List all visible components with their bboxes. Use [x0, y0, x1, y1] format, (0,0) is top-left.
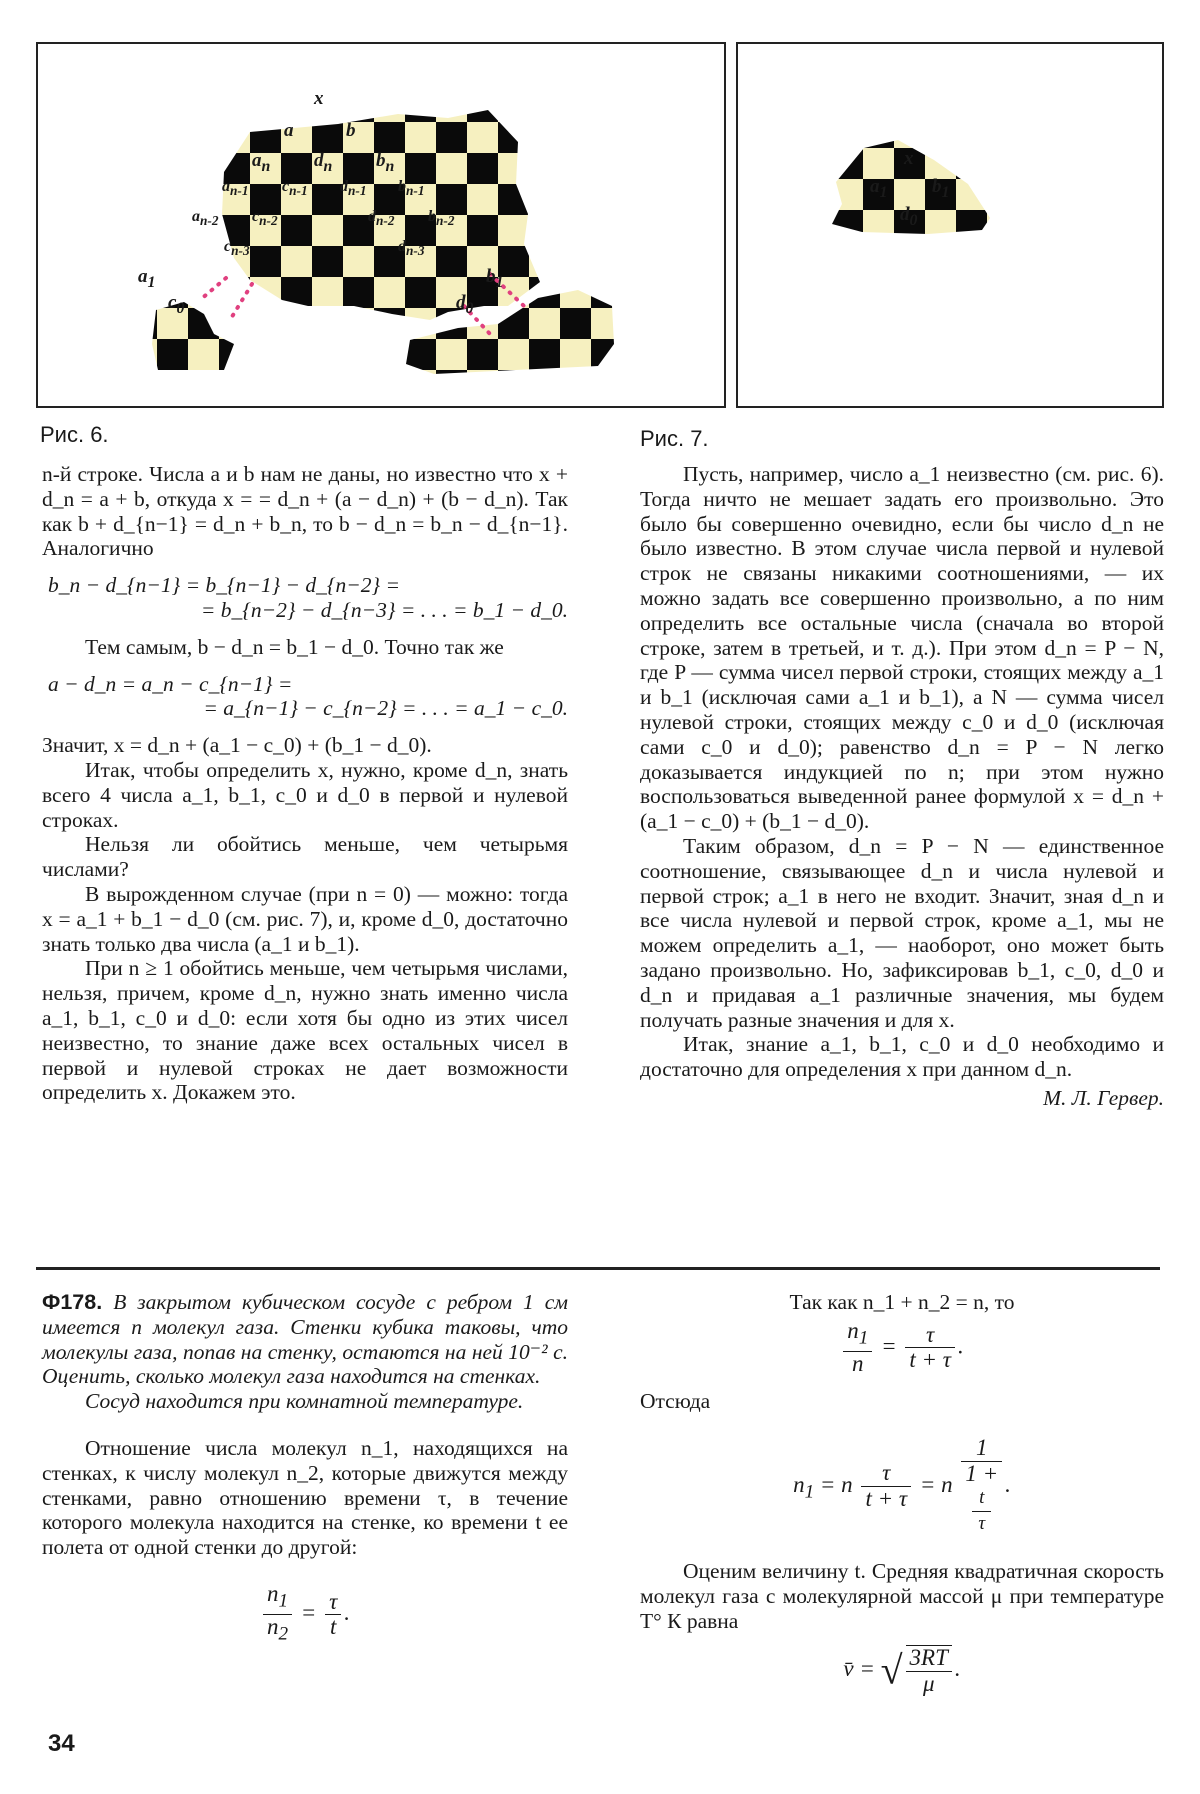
label-d-0: $d_0$	[456, 292, 474, 317]
paragraph: Нельзя ли обойтись меньше, чем четырьмя числами?	[42, 832, 568, 882]
equation-b: b_n − d_{n−1} = b_{n−1} − d_{n−2} =	[48, 573, 401, 598]
article-left-column	[42, 462, 568, 1105]
paragraph: n-й строке. Числа a и b нам не даны, но известно что x + d_n = a + b, откуда x = = d_n + (a − d_n) + (b − d_n). Так как b + d_{n−1} = d_n + b_n, то b − d_n = b_n − d_{n−1}. Аналогично	[42, 462, 568, 561]
equation-a-cont: = a_{n−1} − c_{n−2} = . . . = a_1 − c_0.	[203, 696, 568, 721]
equation-2: $\frac{n_1}{n}$ = $\frac{\tau}{t + \tau}$ .	[640, 1319, 1164, 1377]
paragraph: В вырожденном случае (при n = 0) — можно: тогда x = a_1 + b_1 − d_0 (см. рис. 7), и, кроме d_0, достаточно знать только два числа (a_1 и b_1).	[42, 881, 568, 956]
equation-a: a − d_n = a_n − c_{n−1} =	[48, 671, 293, 696]
figure-7-caption: Рис. 7.	[640, 426, 709, 451]
equation-3: $n_1 = n$ $\frac{\tau}{t + \tau}$ = n 1 1 + t τ .	[793, 1434, 1011, 1535]
figure-6-caption: Рис. 6.	[40, 422, 109, 447]
label-b-n-1: $b_{n-1}$	[398, 178, 425, 199]
paragraph: Итак, чтобы определить x, нужно, кроме d_n, знать всего 4 числа a_1, b_1, c_0 и d_0 в первой и нулевой строках.	[42, 757, 568, 832]
paragraph: Итак, знание a_1, b_1, c_0 и d_0 необходимо и достаточно для определения x при данном d_n.	[640, 1032, 1164, 1082]
problem-condition: Сосуд находится при комнатной температуре.	[85, 1389, 524, 1414]
label-b-n-2: $b_{n-2}$	[428, 208, 455, 229]
label-c-n-3: $c_{n-3}$	[224, 238, 250, 259]
label-d-0: $d_0$	[900, 204, 918, 229]
solution-paragraph: Оценим величину t. Средняя квадратичная скорость молекул газа с молекулярной массой μ при температуре T° К равна	[640, 1558, 1164, 1633]
paragraph: Тем самым, b − d_n = b_1 − d_0. Точно так же	[85, 634, 504, 659]
figure-6	[36, 42, 726, 408]
equation-1: $\frac{n_1}{n_2}$ = $\frac{\tau}{t}$ .	[42, 1582, 568, 1648]
problem-statement: В закрытом кубическом сосуде с ребром 1 см имеется n молекул газа. Стенки кубика таковы, что молекулы газа, попав на стенку, остаются на ней 10⁻² с. Оценить, сколько молекул газа находится на стенках.	[42, 1290, 569, 1389]
solution-paragraph: Отношение числа молекул n_1, находящихся на стенках, к числу молекул n_2, которые движутся между стенками, равно отношению времени τ, в течение которого молекула находится на стенке, ко времени t ее полета от одной стенки до другой:	[42, 1435, 568, 1560]
label-b-1: $b_1$	[932, 176, 950, 201]
solution-paragraph: Отсюда	[640, 1388, 711, 1413]
label-d-n: $d_n$	[314, 150, 333, 175]
label-a-n: $a_n$	[252, 150, 271, 175]
problem-right-column	[640, 1290, 1164, 1697]
author-signature: М. Л. Гервер.	[1043, 1085, 1164, 1110]
equation-b-cont: = b_{n−2} − d_{n−3} = . . . = b_1 − d_0.	[200, 597, 568, 622]
label-b-n: $b_n$	[376, 150, 395, 175]
label-a-1: $a_1$	[138, 266, 156, 291]
equation-x: Значит, x = d_n + (a_1 − c_0) + (b_1 − d_0).	[42, 733, 432, 758]
figure-7	[736, 42, 1164, 408]
article-right-column	[640, 462, 1164, 1111]
solution-paragraph: Так как n_1 + n_2 = n, то	[789, 1290, 1015, 1314]
problem-number: Ф178.	[42, 1290, 103, 1314]
paragraph: Таким образом, d_n = P − N — единственное соотношение, связывающее d_n и числа нулевой и первой строк; a_1 в него не входит. Значит, зная d_n и все числа нулевой и первой строк, кроме a_1, мы не можем определить a_1, — наоборот, оно может быть задано произвольно. Но, зафиксировав b_1, c_0, d_0 и d_n и придавая a_1 различные значения, мы будем получать разные значения и для x.	[640, 833, 1164, 1032]
problem-left-column	[42, 1290, 568, 1648]
label-a-n-1: $a_{n-1}$	[222, 178, 249, 199]
label-b: b	[346, 120, 356, 141]
label-d-n-3: $d_{n-3}$	[398, 238, 425, 259]
label-c-n-1: $c_{n-1}$	[282, 178, 308, 199]
label-d-n-2: $d_{n-2}$	[368, 208, 395, 229]
equation-4: v̄ = √ $\frac{3RT}{\mu}$ .	[843, 1645, 961, 1697]
page-number: 34	[48, 1730, 75, 1757]
label-a: a	[284, 120, 294, 141]
paragraph: При n ≥ 1 обойтись меньше, чем четырьмя числами, нельзя, причем, кроме d_n, нужно знать именно числа a_1, b_1, c_0 и d_0: если хотя бы одно из этих чисел неизвестно, то знание даже всех остальных чисел в первой и нулевой строках не дает возможности определить x. Докажем это.	[42, 956, 568, 1105]
label-a-1: $a_1$	[870, 176, 888, 201]
label-c-n-2: $c_{n-2}$	[252, 208, 278, 229]
paragraph: Пусть, например, число a_1 неизвестно (см. рис. 6). Тогда ничто не мешает задать его произвольно. Это было бы совершенно очевидно, если бы число d_n не было известно. В этом случае числа первой и нулевой строк не связаны никакими соотношениями, — их можно задать все совершенно произвольно, а по ним определить все остальные числа (сначала во второй строке, затем в третьей, и т. д.). При этом d_n = P − N, где P — сумма чисел первой строки, стоящих между a_1 и b_1 (исключая сами a_1 и b_1), а N — сумма чисел нулевой строки, стоящих между c_0 и d_0 (исключая сами c_0 и d_0); равенство d_n = P − N легко доказывается индукцией по n; при этом нужно воспользоваться выведенной ранее формулой x = d_n + (a_1 − c_0) + (b_1 − d_0).	[640, 462, 1164, 834]
label-a-n-2: $a_{n-2}$	[192, 208, 219, 229]
label-c-0: $c_0$	[168, 292, 185, 317]
label-d-n-1: $d_{n-1}$	[340, 178, 367, 199]
label-x: x	[904, 148, 914, 169]
label-x: x	[314, 88, 324, 109]
section-divider	[36, 1267, 1160, 1270]
label-b-1: $b_1$	[486, 266, 504, 291]
